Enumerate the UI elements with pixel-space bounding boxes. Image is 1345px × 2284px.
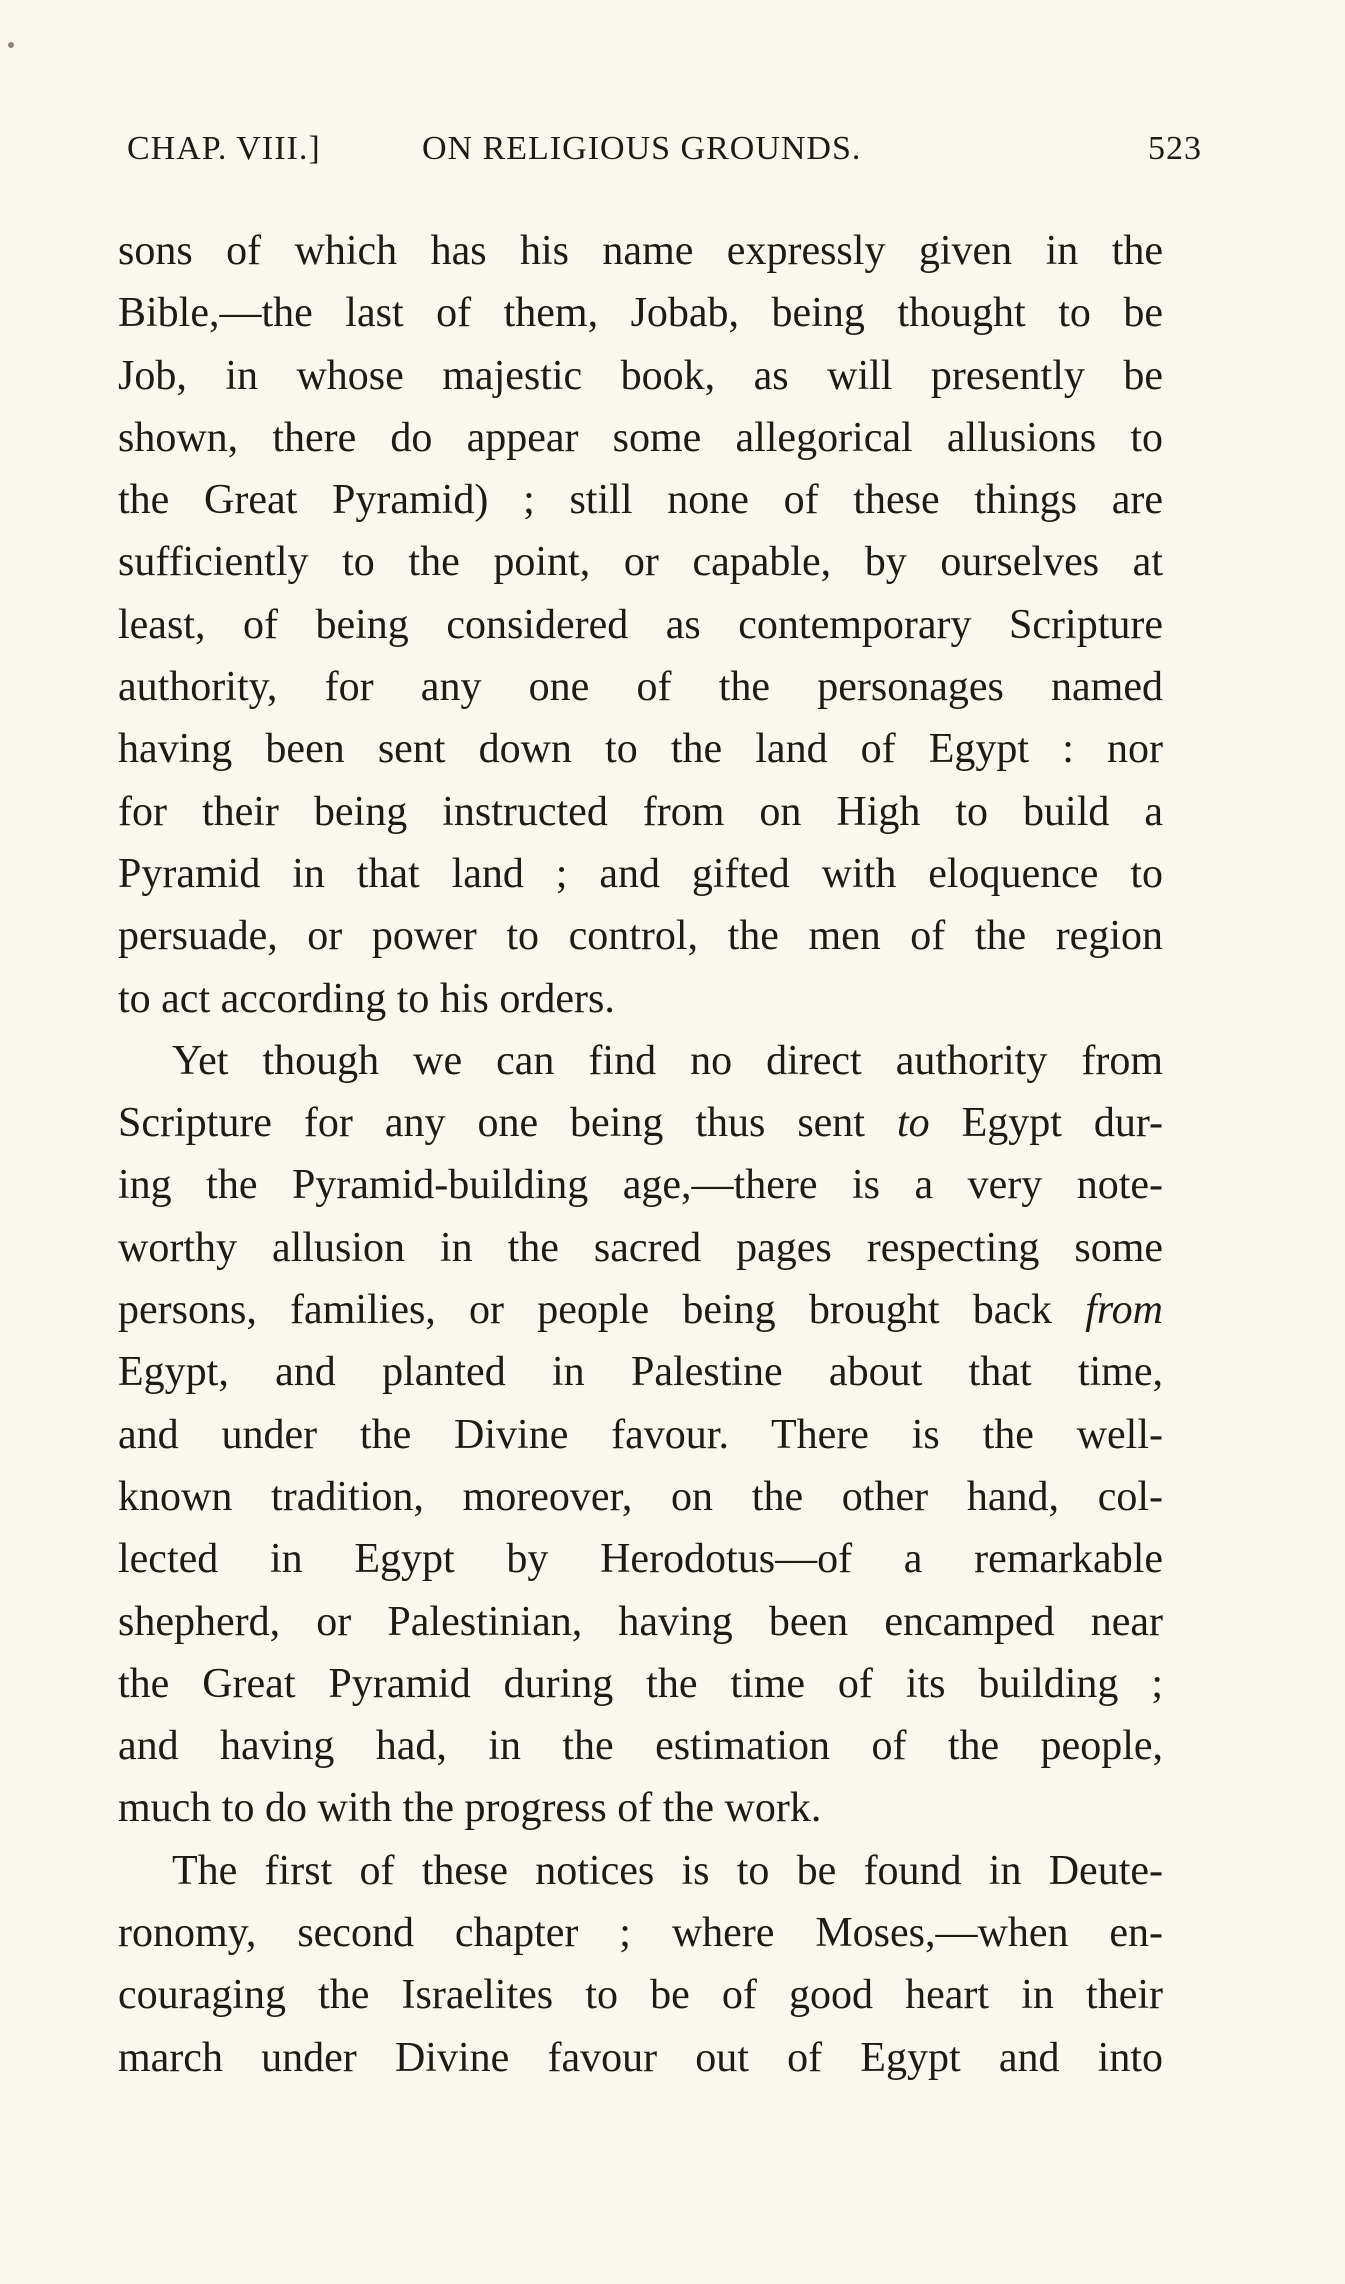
text-line: sufficiently to the point, or capable, by ourselves at	[118, 539, 1163, 586]
chapter-label: CHAP. VIII.]	[127, 130, 321, 167]
running-header	[127, 130, 1202, 180]
text-line: lected in Egypt by Herodotus—of a remarkable	[118, 1536, 1163, 1583]
text-run: Egypt dur-	[929, 1100, 1163, 1147]
text-line: Job, in whose majestic book, as will presently be	[118, 352, 1163, 399]
text-run: persons, families, or people being brought back	[118, 1287, 1086, 1334]
text-line: couraging the Israelites to be of good heart in their	[118, 1972, 1163, 2019]
page-body	[118, 220, 1163, 2089]
text-line: much to do with the progress of the work.	[118, 1785, 822, 1832]
italic-word: to	[896, 1100, 930, 1147]
text-line: persuade, or power to control, the men of the region	[118, 913, 1163, 960]
text-line: to act according to his orders.	[118, 975, 615, 1022]
text-line: known tradition, moreover, on the other hand, col-	[118, 1473, 1163, 1520]
text-line: having been sent down to the land of Egypt : nor	[118, 726, 1163, 773]
text-line: shepherd, or Palestinian, having been encamped near	[118, 1598, 1163, 1645]
text-line: worthy allusion in the sacred pages respecting some	[118, 1224, 1163, 1271]
paragraph-first-line: The first of these notices is to be found in Deute-	[172, 1847, 1163, 1894]
text-line: march under Divine favour out of Egypt and into	[118, 2034, 1163, 2081]
text-line: Egypt, and planted in Palestine about that time,	[118, 1349, 1163, 1396]
italic-word: from	[1085, 1287, 1163, 1334]
text-line: ronomy, second chapter ; where Moses,—when en-	[118, 1910, 1163, 1957]
text-line: and having had, in the estimation of the people,	[118, 1723, 1163, 1770]
text-line: the Great Pyramid) ; still none of these things are	[118, 477, 1163, 524]
page-number: 523	[1148, 130, 1202, 167]
text-line	[118, 1279, 1163, 1341]
paragraph-first-line: Yet though we can find no direct authority from	[172, 1037, 1163, 1084]
text-line: Bible,—the last of them, Jobab, being thought to be	[118, 290, 1163, 337]
text-line: least, of being considered as contemporary Scripture	[118, 601, 1163, 648]
text-line: and under the Divine favour. There is the well-	[118, 1411, 1163, 1458]
text-line: ing the Pyramid-building age,—there is a very note-	[118, 1162, 1163, 1209]
text-line: shown, there do appear some allegorical allusions to	[118, 414, 1163, 461]
text-line: authority, for any one of the personages named	[118, 664, 1163, 711]
text-run: Scripture for any one being thus sent	[118, 1100, 897, 1147]
corner-speck	[8, 42, 14, 48]
text-line: for their being instructed from on High to build a	[118, 788, 1163, 835]
text-line: Pyramid in that land ; and gifted with eloquence to	[118, 850, 1163, 897]
text-line: sons of which has his name expressly given in the	[118, 228, 1163, 274]
running-title: ON RELIGIOUS GROUNDS.	[422, 130, 862, 167]
text-line	[118, 1092, 1163, 1154]
text-line: the Great Pyramid during the time of its building ;	[118, 1660, 1163, 1707]
